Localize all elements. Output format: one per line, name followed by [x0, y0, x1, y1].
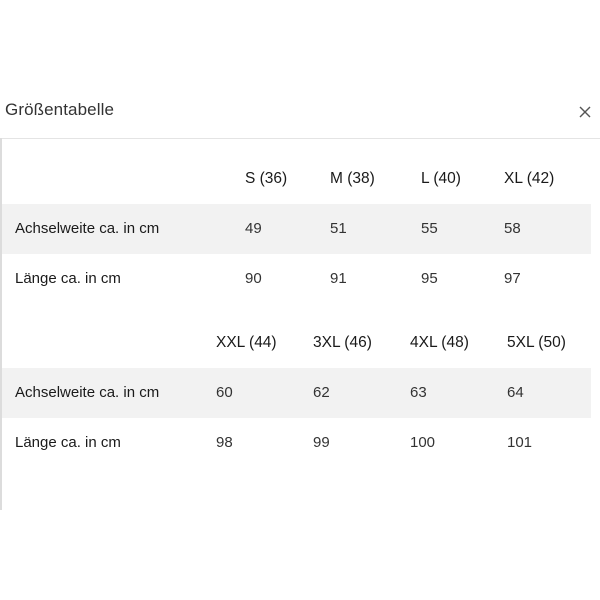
size-header: L (40) [421, 170, 461, 187]
size-header: 5XL (50) [507, 334, 566, 351]
table-cell: 91 [330, 270, 347, 287]
table-row [2, 418, 591, 468]
size-header: XL (42) [504, 170, 555, 187]
table-cell: 101 [507, 434, 533, 451]
table-row [2, 204, 591, 254]
size-header: S (36) [245, 170, 288, 187]
table-cell: 58 [504, 220, 521, 237]
dialog-title: Größentabelle [5, 100, 115, 119]
size-header-row [2, 318, 591, 368]
size-table-1 [2, 154, 591, 304]
size-header: 4XL (48) [410, 334, 469, 351]
table-cell: 98 [216, 434, 233, 451]
table-cell: 99 [313, 434, 330, 451]
row-label: Länge ca. in cm [15, 270, 121, 287]
row-label: Achselweite ca. in cm [15, 220, 160, 237]
table-cell: 64 [507, 384, 524, 401]
size-header: 3XL (46) [313, 334, 372, 351]
size-header: XXL (44) [216, 334, 277, 351]
table-cell: 60 [216, 384, 233, 401]
row-label: Achselweite ca. in cm [15, 384, 160, 401]
table-cell: 95 [421, 270, 438, 287]
close-icon [577, 104, 593, 120]
table-cell: 100 [410, 434, 436, 451]
size-header-row [2, 154, 591, 204]
table-row [2, 368, 591, 418]
table-cell: 90 [245, 270, 262, 287]
table-cell: 63 [410, 384, 427, 401]
table-cell: 62 [313, 384, 330, 401]
table-row [2, 254, 591, 304]
table-cell: 49 [245, 220, 262, 237]
table-cell: 51 [330, 220, 347, 237]
size-table-2 [2, 318, 591, 468]
close-button[interactable] [577, 104, 593, 120]
table-cell: 97 [504, 270, 521, 287]
dialog-header [0, 86, 600, 139]
size-header: M (38) [330, 170, 375, 187]
table-cell: 55 [421, 220, 438, 237]
row-label: Länge ca. in cm [15, 434, 121, 451]
